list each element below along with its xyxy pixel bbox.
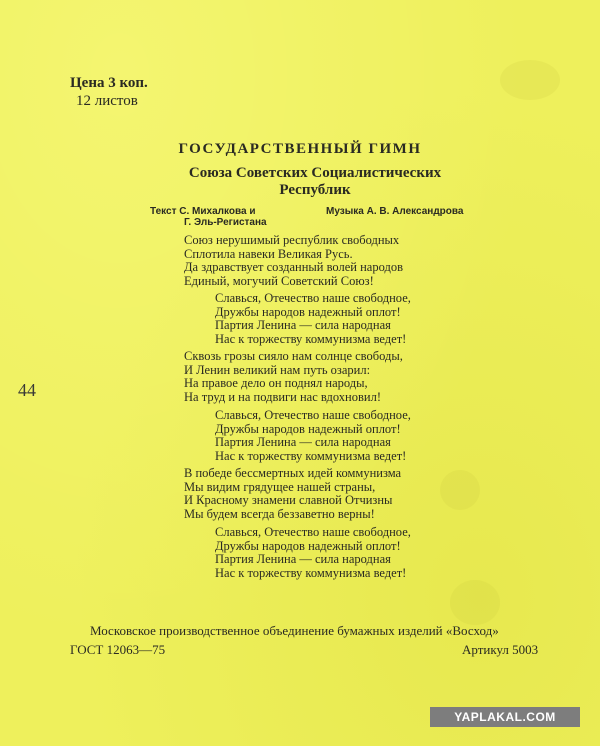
gost-standard: ГОСТ 12063—75 xyxy=(70,642,166,657)
paper-stain xyxy=(450,580,500,625)
verse-line: Союз нерушимый республик свободных xyxy=(184,233,400,247)
chorus-line: Нас к торжеству коммунизма ведет! xyxy=(215,565,407,580)
verse-line: И Ленин великий нам путь озарил: xyxy=(184,362,371,377)
chorus-1 xyxy=(215,292,411,346)
chorus-2 xyxy=(215,409,411,463)
handwritten-page-mark: 44 xyxy=(18,380,36,400)
lyrics-credit-line: Г. Эль-Регистана xyxy=(184,217,267,228)
subtitle-line: Союза Советских Социалистических xyxy=(188,165,442,181)
site-watermark: YAPLAKAL.COM xyxy=(430,707,580,727)
chorus-line: Нас к торжеству коммунизма ведет! xyxy=(215,331,407,346)
sheet-count: 12 листов xyxy=(76,93,138,109)
article-number: Артикул 5003 xyxy=(462,642,539,657)
paper-stain xyxy=(440,470,480,510)
verse-1 xyxy=(184,234,403,288)
verse-line: Сплотила навеки Великая Русь. xyxy=(184,246,353,261)
chorus-line: Дружбы народов надежный оплот! xyxy=(215,421,401,436)
chorus-line: Партия Ленина — сила народная xyxy=(215,552,391,566)
music-credit: Музыка А. В. Александрова xyxy=(326,206,464,217)
verse-3 xyxy=(184,467,401,521)
chorus-line: Партия Ленина — сила народная xyxy=(215,435,391,449)
chorus-3 xyxy=(215,526,411,580)
price-block xyxy=(70,74,148,110)
document-subtitle xyxy=(170,165,460,199)
publisher-line: Московское производственное объединение бумажных изделий «Восход» xyxy=(90,623,499,638)
verse-line: Единый, могучий Советский Союз! xyxy=(184,273,374,288)
verse-line: Да здравствует созданный волей народов xyxy=(184,260,404,274)
verse-line: Мы будем всегда беззаветно верны! xyxy=(184,506,375,521)
price-label: Цена 3 коп. xyxy=(70,75,148,91)
verse-line: В победе бессмертных идей коммунизма xyxy=(184,466,402,480)
chorus-line: Дружбы народов надежный оплот! xyxy=(215,538,401,553)
verse-line: Мы видим грядущее нашей страны, xyxy=(184,479,376,494)
verse-line: На правое дело он поднял народы, xyxy=(184,376,368,390)
chorus-line: Партия Ленина — сила народная xyxy=(215,318,391,332)
subtitle-line: Республик xyxy=(279,182,351,198)
chorus-line: Нас к торжеству коммунизма ведет! xyxy=(215,448,407,463)
lyrics-credit xyxy=(150,206,267,228)
document-title: ГОСУДАРСТВЕННЫЙ ГИМН xyxy=(178,141,422,157)
lyrics-credit-line: Текст С. Михалкова и xyxy=(150,206,256,217)
chorus-line: Славься, Отечество наше свободное, xyxy=(215,525,411,539)
verse-2 xyxy=(184,350,403,404)
chorus-line: Дружбы народов надежный оплот! xyxy=(215,304,401,319)
verse-line: На труд и на подвиги нас вдохновил! xyxy=(184,389,381,404)
chorus-line: Славься, Отечество наше свободное, xyxy=(215,408,411,422)
verse-line: Сквозь грозы сияло нам солнце свободы, xyxy=(184,349,403,363)
chorus-line: Славься, Отечество наше свободное, xyxy=(215,291,411,305)
paper-stain xyxy=(500,60,560,100)
verse-line: И Красному знамени славной Отчизны xyxy=(184,493,393,507)
